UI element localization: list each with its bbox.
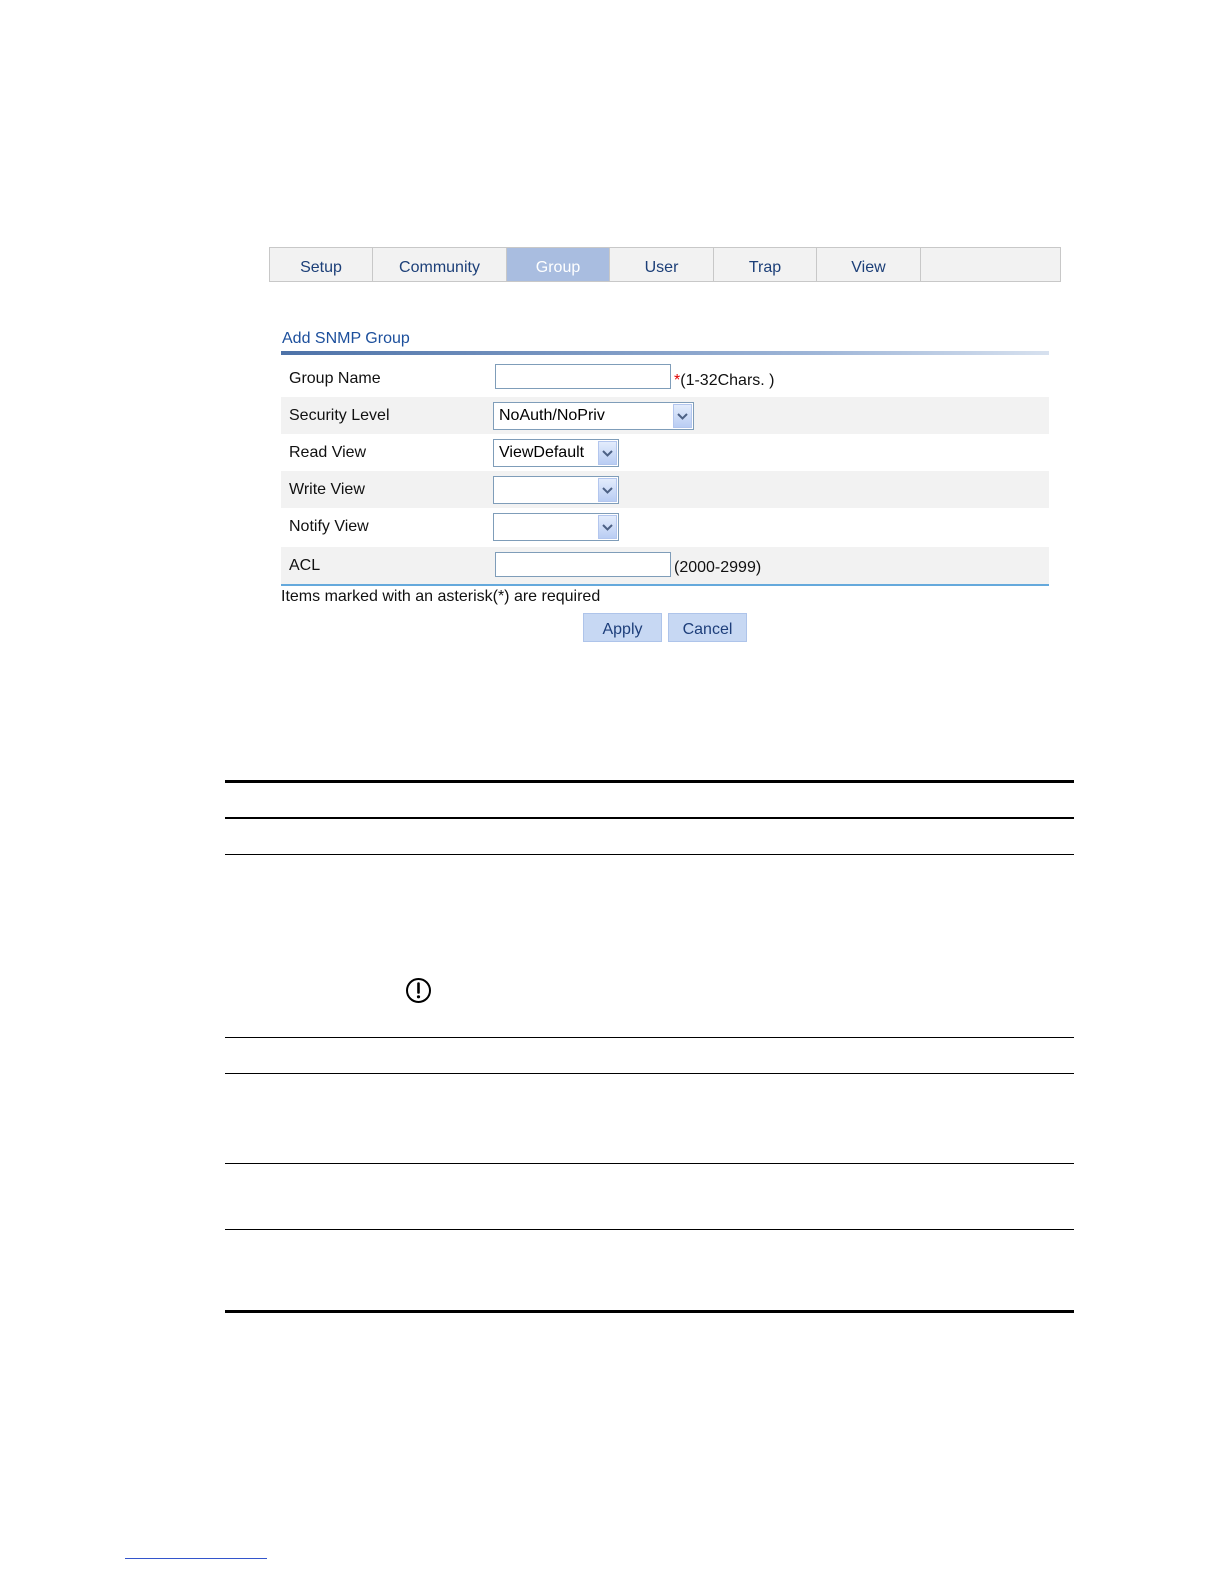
footnote-separator bbox=[125, 1558, 267, 1559]
form-title: Add SNMP Group bbox=[282, 330, 410, 347]
acl-label: ACL bbox=[289, 557, 321, 574]
write-view-label: Write View bbox=[289, 481, 365, 498]
tab-user[interactable]: User bbox=[610, 248, 714, 281]
table-row-rule bbox=[225, 1163, 1074, 1164]
chevron-down-icon[interactable] bbox=[673, 404, 692, 428]
required-asterisk: * bbox=[674, 372, 681, 389]
group-name-label: Group Name bbox=[289, 370, 381, 387]
table-row-rule bbox=[225, 1037, 1074, 1038]
group-name-hint bbox=[674, 372, 774, 390]
apply-button[interactable]: Apply bbox=[583, 613, 662, 642]
group-name-input[interactable] bbox=[495, 364, 671, 389]
tab-view[interactable]: View bbox=[817, 248, 921, 281]
row-group-name bbox=[281, 360, 1049, 397]
security-level-value: NoAuth/NoPriv bbox=[499, 407, 605, 424]
tab-bar-filler bbox=[921, 248, 1060, 281]
security-level-select[interactable] bbox=[493, 402, 694, 430]
table-bottom-rule bbox=[225, 1310, 1074, 1313]
notify-view-select[interactable] bbox=[493, 513, 619, 541]
row-read-view bbox=[281, 434, 1049, 471]
security-level-label: Security Level bbox=[289, 407, 390, 424]
chevron-down-icon[interactable] bbox=[598, 478, 617, 502]
row-security-level bbox=[281, 397, 1049, 434]
tab-setup[interactable]: Setup bbox=[270, 248, 373, 281]
write-view-select[interactable] bbox=[493, 476, 619, 504]
tab-group[interactable]: Group bbox=[507, 248, 610, 281]
row-acl bbox=[281, 547, 1049, 584]
cancel-button[interactable]: Cancel bbox=[668, 613, 747, 642]
row-write-view bbox=[281, 471, 1049, 508]
form-title-divider bbox=[281, 351, 1049, 355]
table-row-rule bbox=[225, 854, 1074, 855]
table-top-rule bbox=[225, 780, 1074, 783]
notify-view-label: Notify View bbox=[289, 518, 369, 535]
table-header-rule bbox=[225, 817, 1074, 819]
required-note: Items marked with an asterisk(*) are required bbox=[281, 588, 601, 605]
read-view-select[interactable] bbox=[493, 439, 619, 467]
row-notify-view bbox=[281, 508, 1049, 545]
acl-range-hint: (2000-2999) bbox=[674, 559, 762, 576]
acl-input[interactable] bbox=[495, 552, 671, 577]
form-bottom-divider bbox=[281, 584, 1049, 586]
chevron-down-icon[interactable] bbox=[598, 515, 617, 539]
read-view-value: ViewDefault bbox=[499, 444, 585, 461]
group-name-range: (1-32Chars. ) bbox=[680, 372, 775, 389]
table-row-rule bbox=[225, 1073, 1074, 1074]
chevron-down-icon[interactable] bbox=[598, 441, 617, 465]
tab-bar bbox=[269, 247, 1061, 282]
tab-trap[interactable]: Trap bbox=[714, 248, 817, 281]
table-row-rule bbox=[225, 1229, 1074, 1230]
read-view-label: Read View bbox=[289, 444, 367, 461]
exclamation-circle-icon bbox=[405, 977, 432, 1004]
tab-community[interactable]: Community bbox=[373, 248, 507, 281]
